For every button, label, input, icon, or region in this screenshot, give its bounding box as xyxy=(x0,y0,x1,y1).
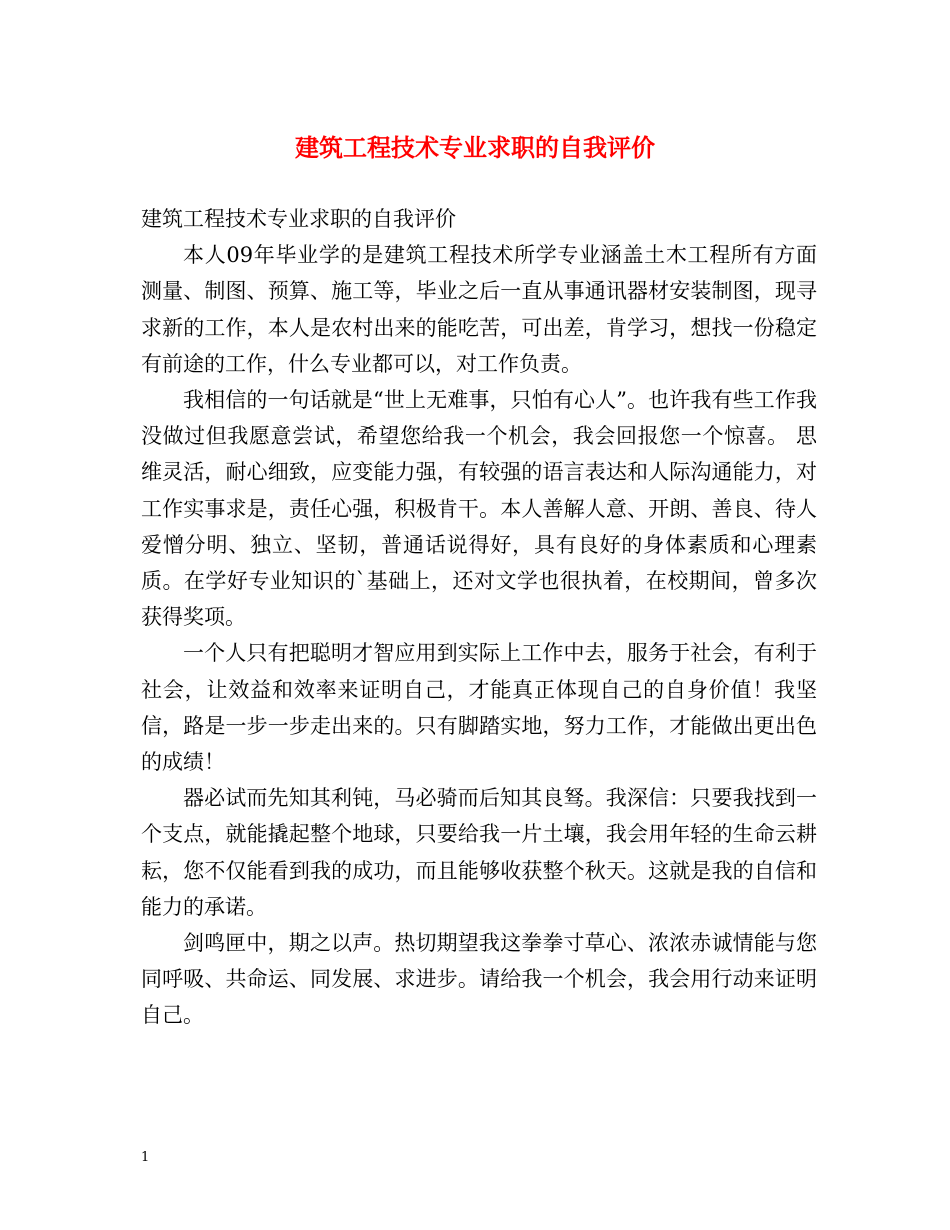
paragraph-5: 剑鸣匣中，期之以声。热切期望我这拳拳寸草心、浓浓赤诚情能与您同呼吸、共命运、同发展、求进步。请给我一个机会，我会用行动来证明自己。 xyxy=(141,931,817,1028)
paragraph-1: 本人09年毕业学的是建筑工程技术所学专业涵盖土木工程所有方面测量、制图、预算、施工等，毕业之后一直从事通讯器材安装制图，现寻求新的工作，本人是农村出来的能吃苦，可出差，肯学习，想找一份稳定有前途的工作，什么专业都可以，对工作负责。 xyxy=(141,243,817,376)
document-subtitle: 建筑工程技术专业求职的自我评价 xyxy=(141,207,456,231)
page-number: 1 xyxy=(141,1150,150,1165)
document-title: 建筑工程技术专业求职的自我评价 xyxy=(295,133,655,162)
paragraph-4: 器必试而先知其利钝，马必骑而后知其良驽。我深信：只要我找到一个支点，就能撬起整个地球，只要给我一片土壤，我会用年轻的生命云耕耘，您不仅能看到我的成功，而且能够收获整个秋天。这就是我的自信和能力的承诺。 xyxy=(141,786,817,919)
paragraph-2: 我相信的一句话就是“世上无难事，只怕有心人”。也许我有些工作我没做过但我愿意尝试，希望您给我一个机会，我会回报您一个惊喜。 思维灵活，耐心细致，应变能力强，有较强的语言表达和人际沟通能力，对工作实事求是，责任心强，积极肯干。本人善解人意、开朗、善良、待人爱憎分明、独立、坚韧，普通话说得好，具有良好的身体素质和心理素质。在学好专业知识的`基础上，还对文学也很执着，在校期间，曾多次获得奖项。 xyxy=(141,388,817,630)
paragraph-3: 一个人只有把聪明才智应用到实际上工作中去，服务于社会，有利于社会，让效益和效率来证明自己，才能真正体现自己的自身价值！我坚信，路是一步一步走出来的。只有脚踏实地，努力工作，才能做出更出色的成绩！ xyxy=(141,641,817,775)
document-body xyxy=(141,201,817,1034)
